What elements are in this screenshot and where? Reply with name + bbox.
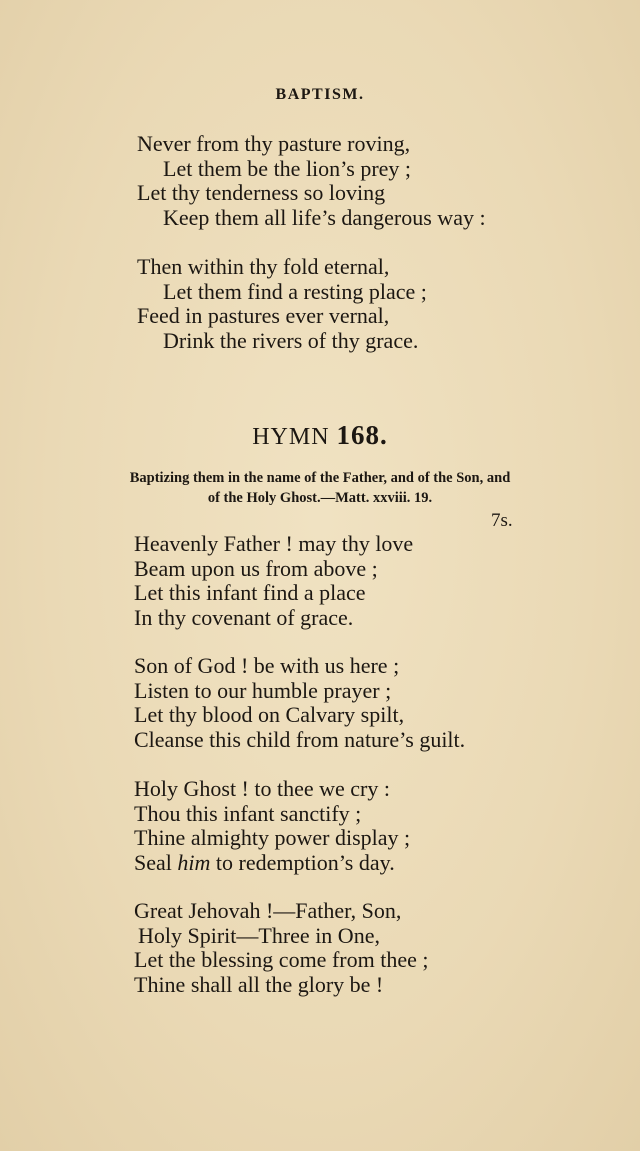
verse-text: Seal — [134, 849, 178, 875]
hymn-number: 168. — [336, 420, 388, 450]
verse-line: In thy covenant of grace. — [134, 604, 354, 630]
verse-line: Holy Ghost ! to thee we cry : — [134, 776, 390, 801]
verse-line: Holy Spirit—Three in One, — [138, 922, 380, 948]
hymn-stanza-3 — [134, 777, 410, 875]
running-head: BAPTISM. — [275, 86, 365, 103]
verse-line: Listen to our humble prayer ; — [134, 677, 392, 703]
scripture-line: of the Holy Ghost.—Matt. xxviii. 19. — [207, 490, 433, 506]
prev-hymn-stanza-1 — [137, 132, 486, 230]
scripture-epigraph — [0, 468, 640, 508]
verse-line: Let them find a resting place ; — [163, 278, 427, 304]
verse-text: to redemption’s day. — [210, 849, 395, 875]
verse-line: Let thy blood on Calvary spilt, — [134, 702, 405, 727]
verse-line: Let the blessing come from thee ; — [134, 947, 429, 972]
verse-line: Cleanse this child from nature’s guilt. — [134, 726, 466, 752]
verse-line: Heavenly Father ! may thy love — [134, 531, 414, 556]
hymn-label: HYMN — [252, 424, 330, 450]
verse-line: Let this infant find a place — [134, 580, 366, 605]
verse-line: Thou this infant sanctify ; — [134, 800, 362, 826]
prev-hymn-stanza-2 — [137, 255, 427, 353]
hymn-stanza-4 — [134, 899, 428, 997]
verse-line: Keep them all life’s dangerous way : — [163, 204, 486, 230]
hymn-stanza-1 — [134, 532, 413, 630]
hymn-title — [0, 420, 640, 451]
verse-line: Feed in pastures ever vernal, — [137, 303, 390, 328]
emphasized-word: him — [177, 849, 211, 875]
verse-line: Drink the rivers of thy grace. — [163, 327, 419, 353]
verse-line: Then within thy fold eternal, — [137, 254, 390, 279]
verse-line: Thine almighty power display ; — [134, 825, 411, 850]
verse-line: Never from thy pasture roving, — [137, 131, 411, 156]
verse-line — [134, 851, 410, 876]
verse-line: Thine shall all the glory be ! — [134, 971, 384, 997]
verse-line: Let them be the lion’s prey ; — [163, 155, 412, 181]
verse-line: Let thy tenderness so loving — [137, 180, 386, 205]
hymn-stanza-2 — [134, 654, 465, 752]
scripture-line: Baptizing them in the name of the Father, and of the Son, and — [129, 470, 511, 486]
verse-line: Great Jehovah !—Father, Son, — [134, 898, 402, 923]
verse-line: Beam upon us from above ; — [134, 555, 378, 581]
verse-line: Son of God ! be with us here ; — [134, 653, 400, 678]
meter-label: 7s. — [491, 510, 513, 531]
